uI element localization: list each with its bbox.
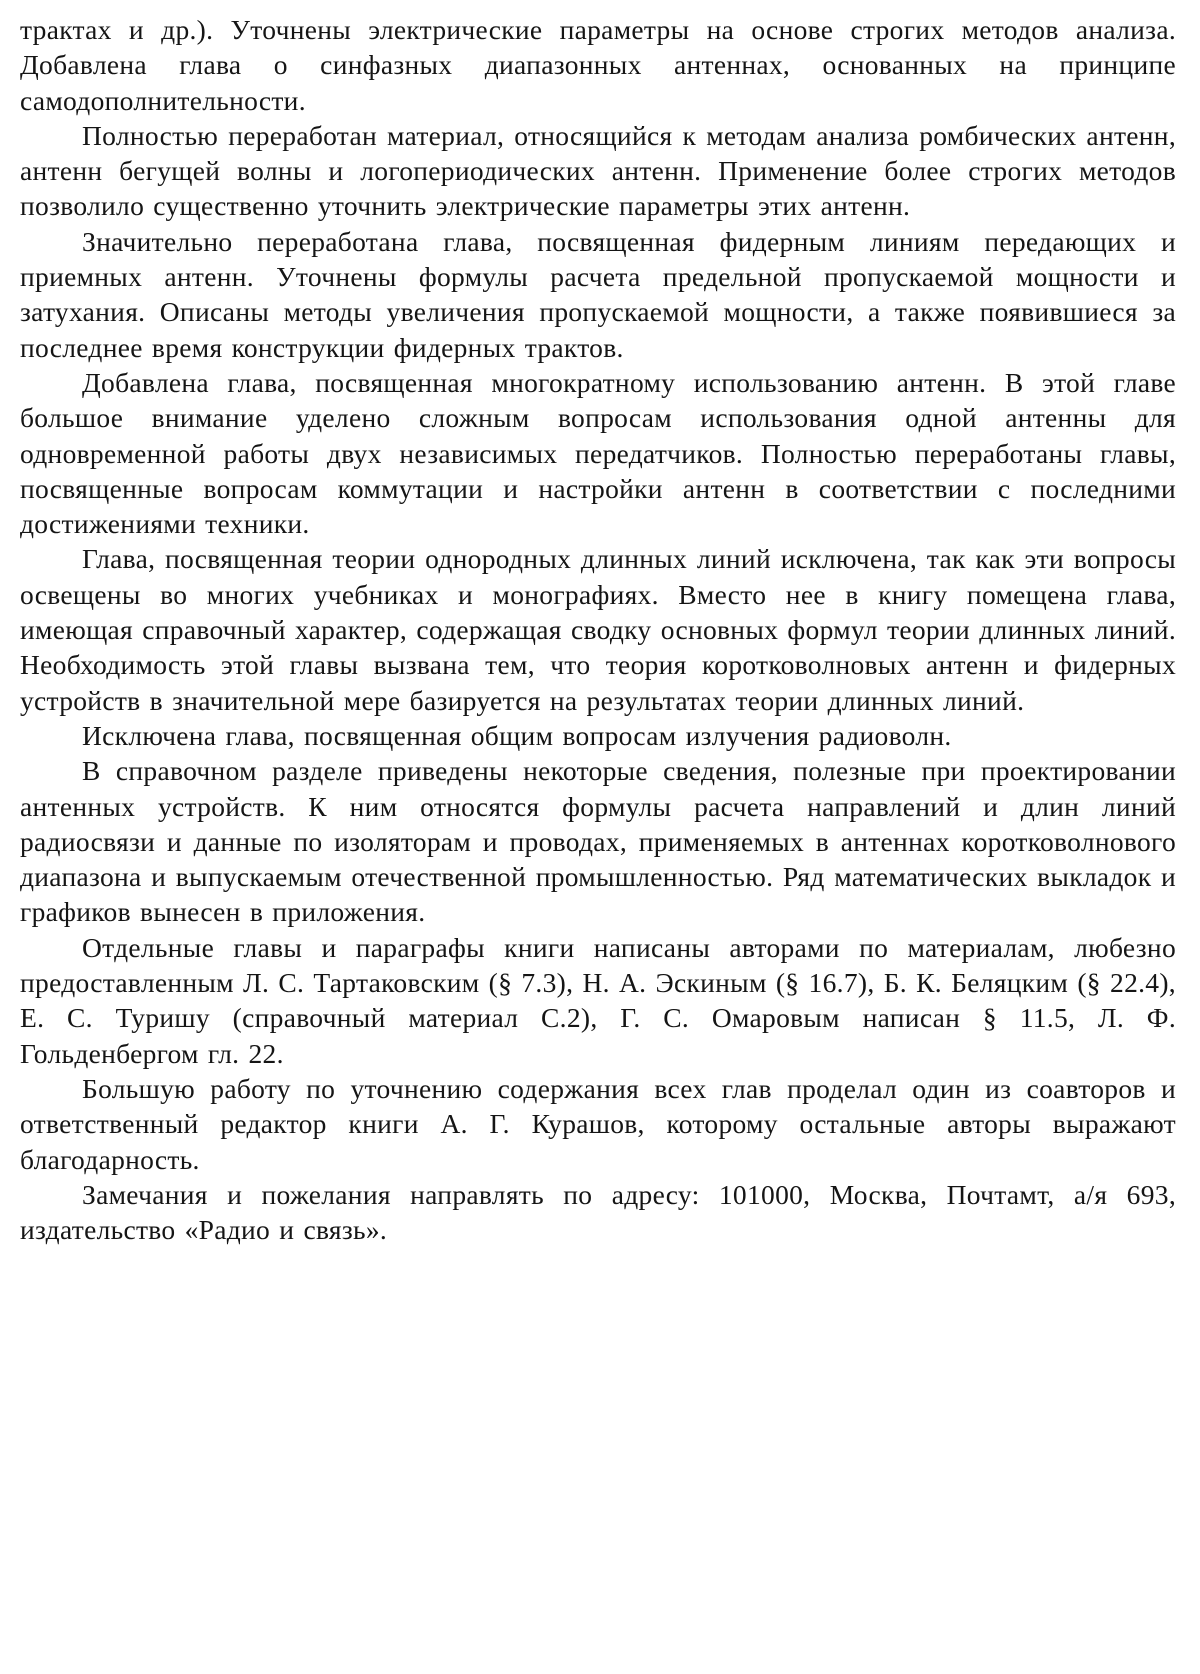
- paragraph-5: Глава, посвященная теории однородных длинных линий исключена, так как эти вопросы освещены во многих учебниках и монографиях. Вместо нее в книгу помещена глава, имеющая справочный характер, содержащая сводку основных формул теории длинных линий. Необходимость этой главы вызвана тем, что теория коротковолновых антенн и фидерных устройств в значительной мере базируется на результатах теории длинных линий.: [20, 543, 1176, 716]
- paragraph-8: Отдельные главы и параграфы книги написаны авторами по материалам, любезно предоставленным Л. С. Тартаковским (§ 7.3), Н. А. Эскиным (§ 16.7), Б. К. Беляцким (§ 22.4), Е. С. Туришу (справочный материал С.2), Г. С. Омаровым написан § 11.5, Л. Ф. Гольденбергом гл. 22.: [20, 931, 1176, 1069]
- document-page: [20, 12, 1176, 1247]
- paragraph-6: Исключена глава, посвященная общим вопросам излучения радиоволн.: [82, 719, 952, 751]
- paragraph-7: В справочном разделе приведены некоторые сведения, полезные при проектировании антенных устройств. К ним относятся формулы расчета направлений и длин линий радиосвязи и данные по изоляторам и проводах, применяемых в антеннах коротковолнового диапазона и выпускаемым отечественной промышленностью. Ряд математических выкладок и графиков вынесен в приложения.: [20, 755, 1176, 928]
- paragraph-9: Большую работу по уточнению содержания всех глав проделал один из соавторов и ответственный редактор книги А. Г. Курашов, которому остальные авторы выражают благодарность.: [20, 1072, 1176, 1175]
- paragraph-1: трактах и др.). Уточнены электрические параметры на основе строгих методов анализа. Добавлена глава о синфазных диапазонных антеннах, основанных на принципе самодополнительности.: [20, 14, 1176, 116]
- paragraph-3: Значительно переработана глава, посвященная фидерным линиям передающих и приемных антенн. Уточнены формулы расчета предельной пропускаемой мощности и затухания. Описаны методы увеличения пропускаемой мощности, а также появившиеся за последнее время конструкции фидерных трактов.: [20, 225, 1176, 363]
- paragraph-2: Полностью переработан материал, относящийся к методам анализа ромбических антенн, антенн бегущей волны и логопериодических антенн. Применение более строгих методов позволило существенно уточнить электрические параметры этих антенн.: [20, 119, 1176, 222]
- paragraph-4: Добавлена глава, посвященная многократному использованию антенн. В этой главе большое внимание уделено сложным вопросам использования одной антенны для одновременной работы двух независимых передатчиков. Полностью переработаны главы, посвященные вопросам коммутации и настройки антенн в соответствии с последними достижениями техники.: [20, 366, 1176, 540]
- paragraph-10: Замечания и пожелания направлять по адресу: 101000, Москва, Почтамт, а/я 693, издательство «Радио и связь».: [20, 1178, 1176, 1246]
